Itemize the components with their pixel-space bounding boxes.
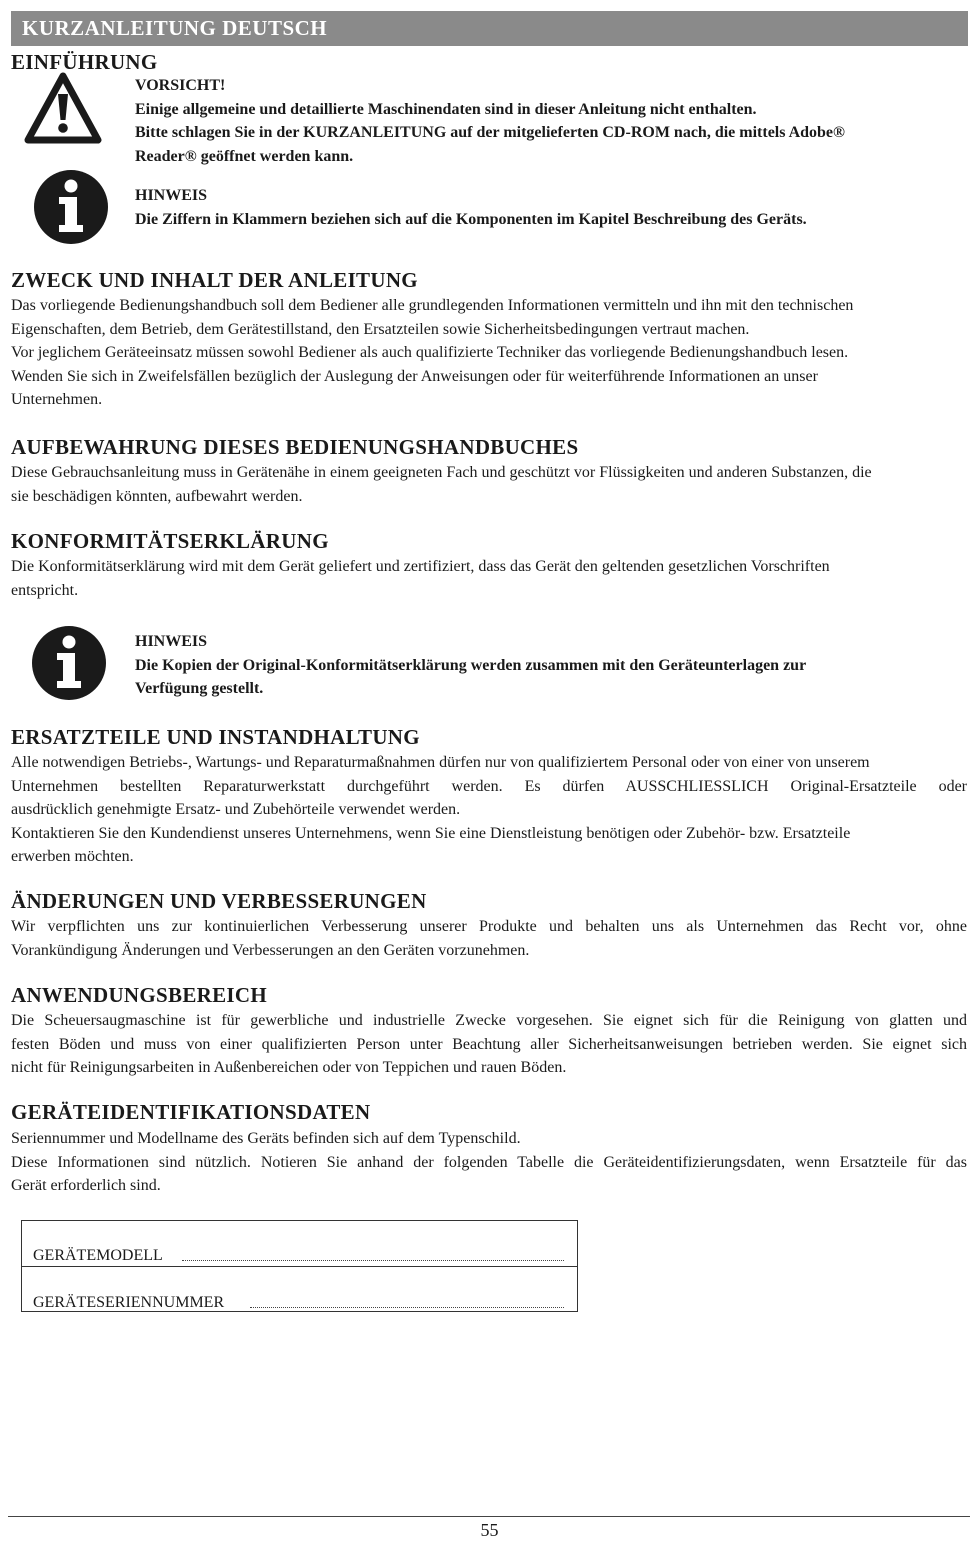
warning-line: Bitte schlagen Sie in der KURZANLEITUNG auf der mitgelieferten CD-ROM nach, die mittels Adobe®: [135, 124, 845, 141]
heading-zweck: ZWECK UND INHALT DER ANLEITUNG: [11, 268, 418, 292]
note-line: Verfügung gestellt.: [135, 680, 264, 697]
heading-einfuehrung: EINFÜHRUNG: [11, 50, 158, 74]
heading-aufbewahrung: AUFBEWAHRUNG DIESES BEDIENUNGSHANDBUCHES: [11, 435, 579, 459]
text-line: Diese Informationen sind nützlich. Notieren Sie anhand der folgenden Tabelle die Geräteidentifizierungsdaten, wenn Ersatzteile für das: [11, 1153, 967, 1171]
info-circle-icon: [32, 168, 110, 246]
text-line: Alle notwendigen Betriebs-, Wartungs- und Reparaturmaßnahmen dürfen nur von qualifiziertem Personal oder von einer von unserem: [11, 754, 870, 771]
heading-geraeteidentifikation: GERÄTEIDENTIFIKATIONSDATEN: [11, 1100, 371, 1124]
text-line: Unternehmen.: [11, 391, 103, 408]
page-number: 55: [480, 1520, 499, 1540]
paragraph-aenderungen: [11, 915, 967, 962]
warning-line: Reader® geöffnet werden kann.: [135, 147, 354, 165]
text-line: Das vorliegende Bedienungshandbuch soll dem Bediener alle grundlegenden Informationen vermitteln und ihn mit den technischen: [11, 297, 854, 314]
serial-row[interactable]: [22, 1267, 577, 1313]
text-line: Eigenschaften, dem Betrieb, dem Gerätestillstand, den Ersatzteilen sowie Sicherheitsbedingungen vertraut machen.: [11, 320, 750, 338]
paragraph-ersatzteile: [11, 751, 967, 869]
text-line: nicht für Reinigungsarbeiten in Außenbereichen oder von Teppichen und rauen Böden.: [11, 1059, 567, 1076]
identification-table: [21, 1220, 578, 1312]
text-line: Kontaktieren Sie den Kundendienst unseres Unternehmens, wenn Sie eine Dienstleistung benötigen oder Zubehör- bzw. Ersatzteile: [11, 824, 851, 842]
text-line: entspricht.: [11, 581, 79, 599]
note-label: HINWEIS: [135, 187, 208, 204]
warning-triangle-icon: [22, 70, 104, 146]
info-circle-icon: [30, 624, 108, 702]
text-line: Wir verpflichten uns zur kontinuierlichen Verbesserung unserer Produkte und behalten uns als Unternehmen das Recht vor, ohne: [11, 918, 967, 935]
hinweis-note-1: [135, 184, 935, 231]
note-line: Die Ziffern in Klammern beziehen sich auf die Komponenten im Kapitel Beschreibung des Geräts.: [135, 210, 807, 228]
note-label: HINWEIS: [135, 633, 208, 650]
paragraph-konformitaet: [11, 555, 967, 602]
text-line: Die Konformitätserklärung wird mit dem Gerät geliefert und zertifiziert, dass das Gerät den geltenden gesetzlichen Vorschriften: [11, 558, 830, 575]
warning-note: [135, 74, 935, 168]
text-line: Gerät erforderlich sind.: [11, 1177, 161, 1194]
heading-anwendungsbereich: ANWENDUNGSBEREICH: [11, 983, 267, 1007]
text-line: ausdrücklich genehmigte Ersatz- und Zubehörteile verwendet werden.: [11, 801, 461, 818]
text-line: Unternehmen bestellten Reparaturwerkstatt durchgeführt werden. Es dürfen AUSSCHLIESSLICH Original-Ersatzteile oder: [11, 777, 967, 795]
heading-aenderungen: ÄNDERUNGEN UND VERBESSERUNGEN: [11, 889, 427, 913]
text-line: sie beschädigen könnten, aufbewahrt werden.: [11, 487, 303, 505]
text-line: Vor jeglichem Geräteeinsatz müssen sowohl Bediener als auch qualifizierte Techniker das vorliegende Bedienungshandbuch lesen.: [11, 344, 849, 361]
text-line: Diese Gebrauchsanleitung muss in Gerätenähe in einem geeigneten Fach und geschützt vor Flüssigkeiten und anderen Substanzen, die: [11, 464, 872, 481]
text-line: Die Scheuersaugmaschine ist für gewerbliche und industrielle Zwecke vorgesehen. Sie eignet sich für die Reinigung von glatten und: [11, 1012, 967, 1029]
paragraph-aufbewahrung: [11, 461, 967, 508]
paragraph-anwendungsbereich: [11, 1009, 967, 1080]
note-line: Die Kopien der Original-Konformitätserklärung werden zusammen mit den Geräteunterlagen zur: [135, 656, 807, 674]
model-label: GERÄTEMODELL: [33, 1247, 163, 1264]
serial-label: GERÄTESERIENNUMMER: [33, 1294, 225, 1311]
paragraph-geraeteidentifikation: [11, 1127, 967, 1198]
hinweis-note-2: [135, 630, 935, 701]
text-line: Vorankündigung Änderungen und Verbesserungen an den Geräten vorzunehmen.: [11, 941, 530, 959]
text-line: Seriennummer und Modellname des Geräts befinden sich auf dem Typenschild.: [11, 1130, 521, 1147]
text-line: erwerben möchten.: [11, 848, 134, 865]
heading-konformitaet: KONFORMITÄTSERKLÄRUNG: [11, 529, 329, 553]
model-fill-line[interactable]: [182, 1259, 564, 1261]
page-title-bar: KURZANLEITUNG DEUTSCH: [11, 11, 968, 46]
paragraph-zweck: [11, 294, 967, 412]
heading-ersatzteile: ERSATZTEILE UND INSTANDHALTUNG: [11, 725, 420, 749]
model-row[interactable]: [22, 1221, 577, 1267]
serial-fill-line[interactable]: [250, 1306, 564, 1308]
text-line: festen Böden und muss von einer qualifizierten Person unter Beachtung aller Sicherheitsanweisungen betrieben werden. Sie eignet sich: [11, 1035, 967, 1053]
text-line: Wenden Sie sich in Zweifelsfällen bezüglich der Auslegung der Anweisungen oder für weiterführende Informationen an unser: [11, 367, 818, 385]
warning-label: VORSICHT!: [135, 77, 226, 94]
footer-divider: [8, 1516, 970, 1517]
warning-line: Einige allgemeine und detaillierte Maschinendaten sind in dieser Anleitung nicht enthalten.: [135, 100, 757, 118]
